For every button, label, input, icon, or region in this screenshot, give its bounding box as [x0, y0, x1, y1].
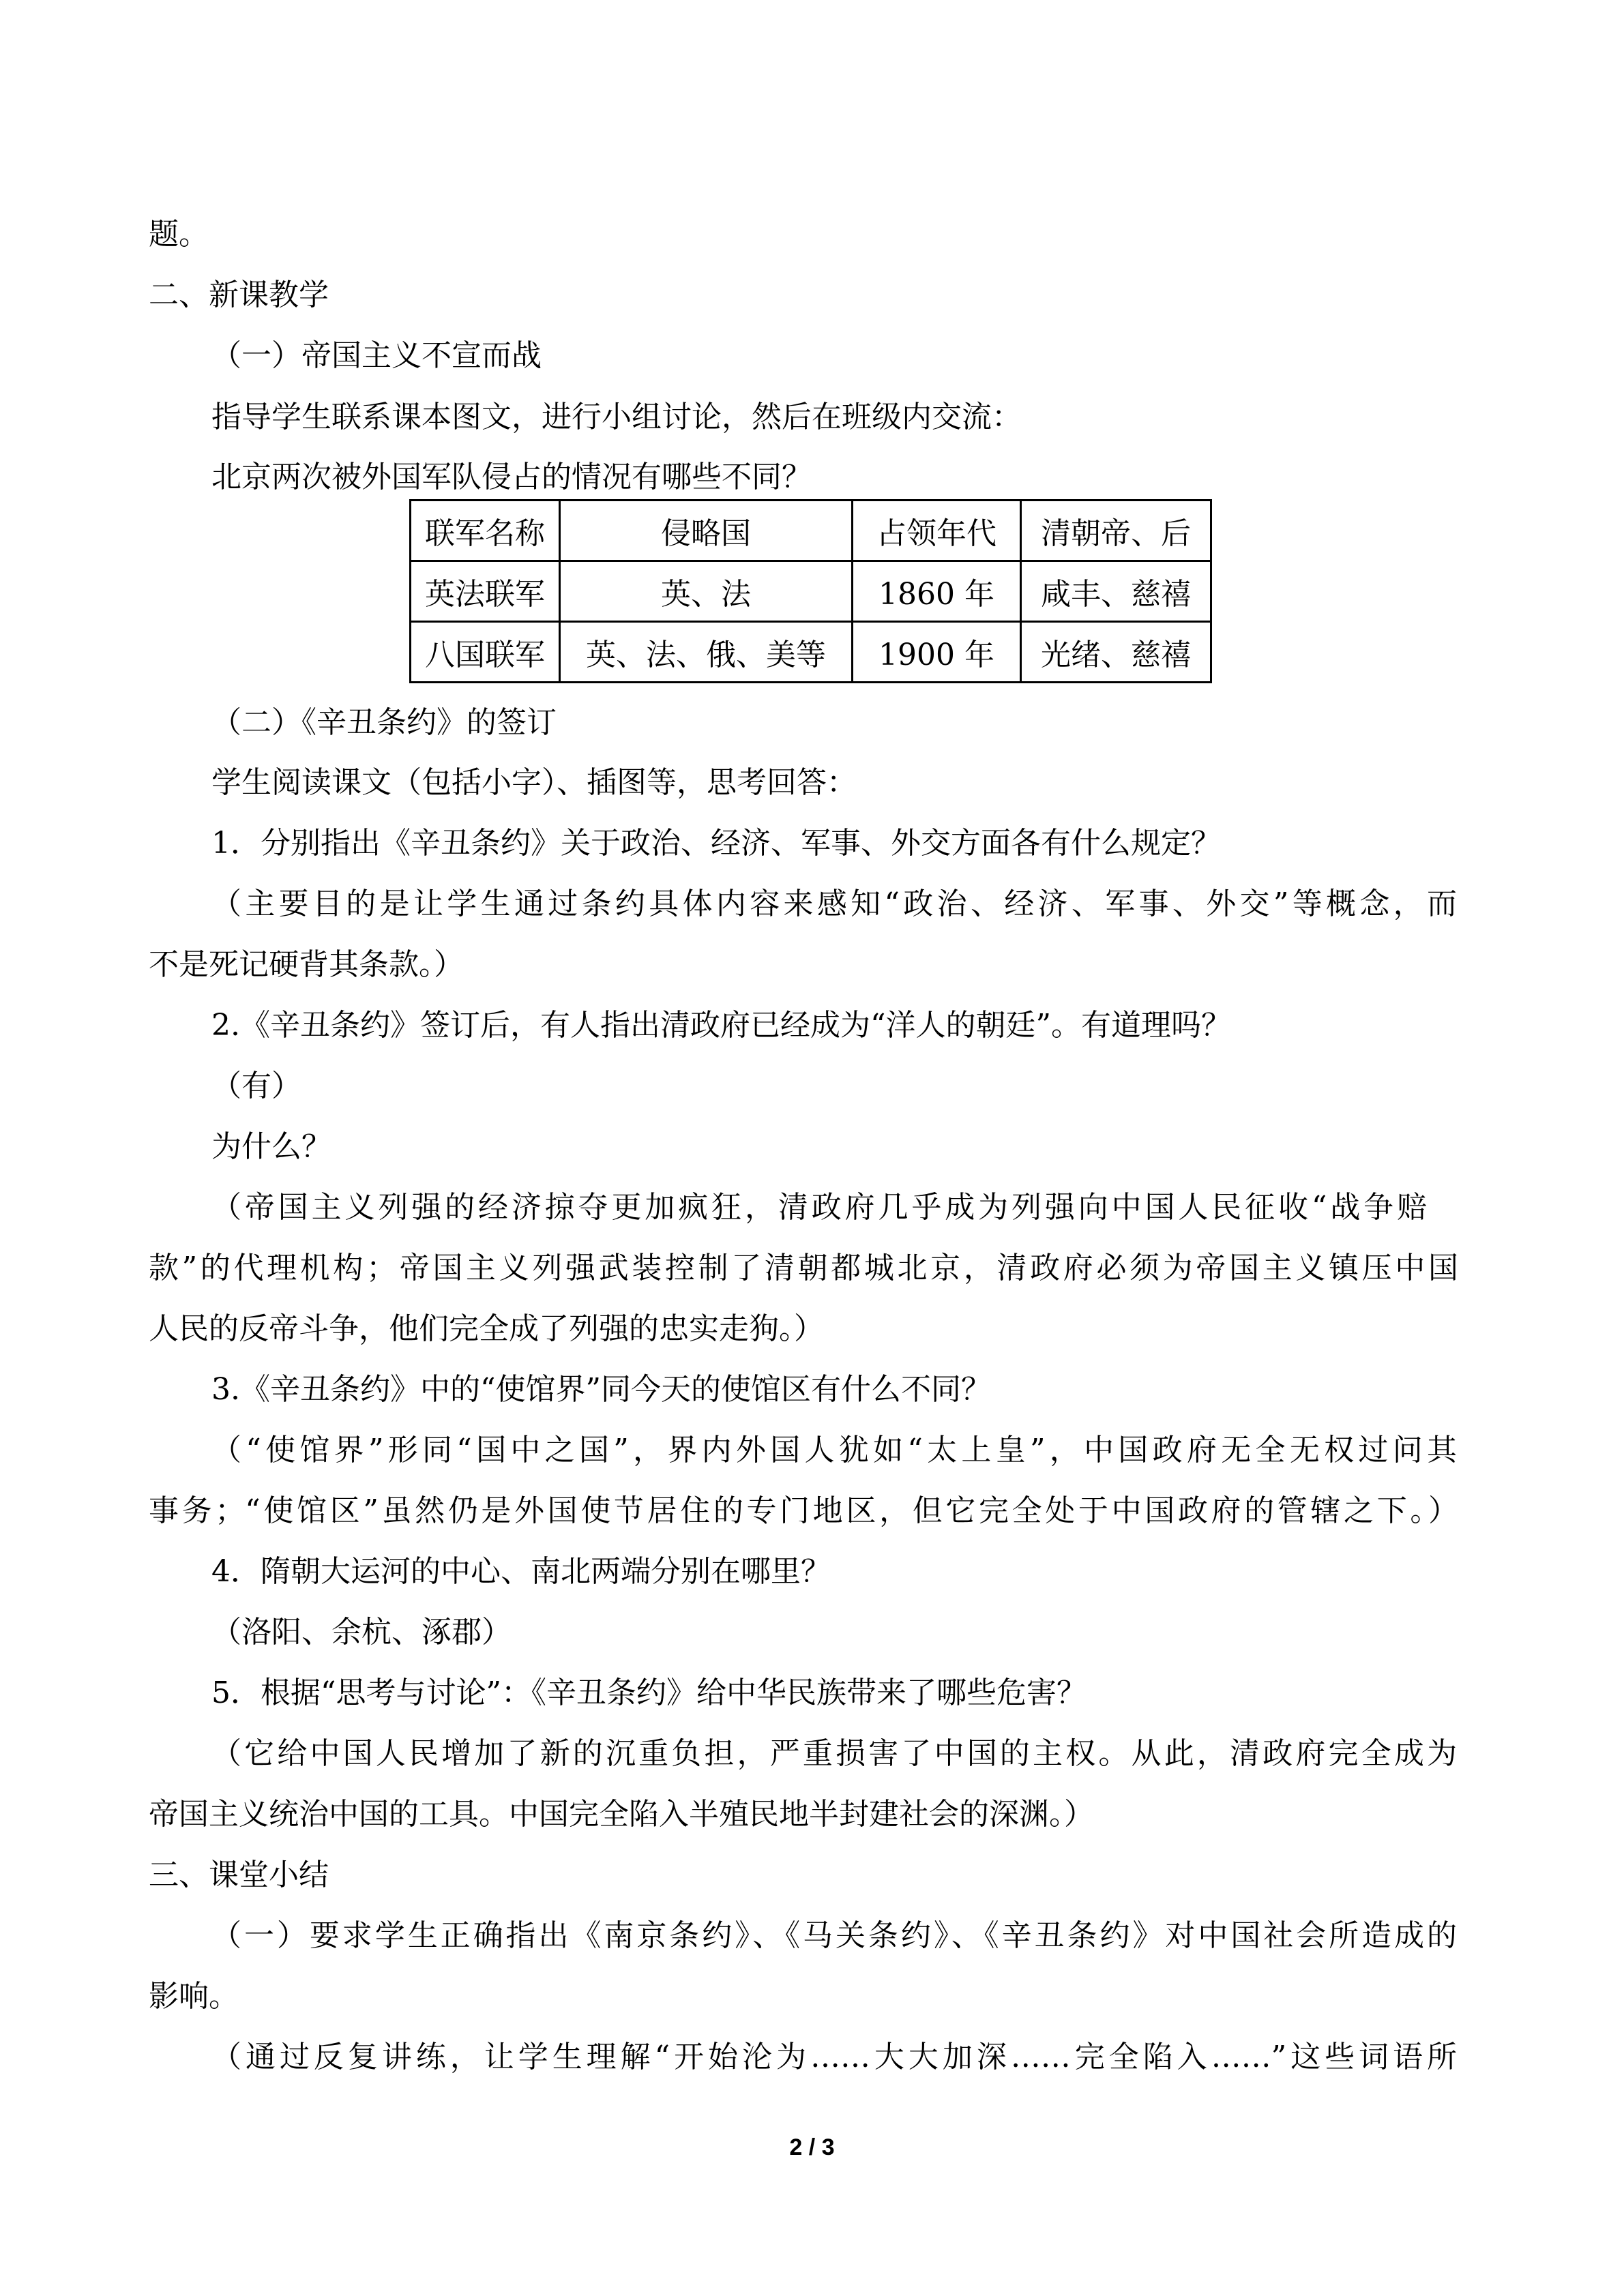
section-heading: 二、新课教学 [149, 278, 329, 312]
answer-line: （主要目的是让学生通过条约具体内容来感知“政治、经济、军事、外交”等概念，而 [211, 886, 1457, 921]
text-line: 学生阅读课文（包括小字）、插图等，思考回答： [211, 765, 857, 800]
answer-line: 帝国主义统治中国的工具。中国完全陷入半殖民地半封建社会的深渊。） [149, 1797, 1094, 1832]
answer-line: （它给中国人民增加了新的沉重负担，严重损害了中国的主权。从此，清政府完全成为 [211, 1736, 1457, 1771]
question-line: 1．分别指出《辛丑条约》关于政治、经济、军事、外交方面各有什么规定？ [211, 826, 1221, 861]
question-line: 4．隋朝大运河的中心、南北两端分别在哪里？ [211, 1554, 831, 1589]
subsection-heading: （二）《辛丑条约》的签订 [211, 705, 557, 740]
text-line: （通过反复讲练，让学生理解“开始沦为……大大加深……完全陷入……”这些词语所 [211, 2040, 1457, 2074]
section-heading: 三、课堂小结 [149, 1858, 329, 1892]
text-line: （一）要求学生正确指出《南京条约》、《马关条约》、《辛丑条约》对中国社会所造成的 [211, 1918, 1457, 1953]
answer-line: 款”的代理机构；帝国主义列强武装控制了清朝都城北京，清政府必须为帝国主义镇压中国 [149, 1251, 1458, 1285]
answer-line: 事务；“使馆区”虽然仍是外国使节居住的专门地区，但它完全处于中国政府的管辖之下。） [149, 1493, 1458, 1528]
table-cell: 1860 年 [853, 561, 1021, 622]
question-line: 为什么？ [211, 1129, 331, 1164]
table-cell: 咸丰、慈禧 [1021, 561, 1211, 622]
answer-line: （“使馆界”形同“国中之国”，界内外国人犹如“太上皇”，中国政府无全无权过问其 [211, 1433, 1457, 1467]
text-line: 指导学生联系课本图文，进行小组讨论，然后在班级内交流： [211, 400, 1022, 434]
comparison-table [409, 499, 1212, 683]
table-header-cell: 联军名称 [411, 501, 560, 561]
table-cell: 1900 年 [853, 622, 1021, 683]
answer-line: 不是死记硬背其条款。） [149, 947, 464, 982]
table-header-cell: 侵略国 [560, 501, 853, 561]
question-line: 5．根据“思考与讨论”：《辛丑条约》给中华民族带来了哪些危害？ [211, 1675, 1087, 1710]
table-header-cell: 占领年代 [853, 501, 1021, 561]
table-row [411, 561, 1211, 622]
subsection-heading: （一）帝国主义不宣而战 [211, 338, 542, 373]
table-cell: 光绪、慈禧 [1021, 622, 1211, 683]
table-cell: 英、法 [560, 561, 853, 622]
page-number: 2 / 3 [789, 2134, 835, 2160]
table-cell: 英、法、俄、美等 [560, 622, 853, 683]
table-header-row [411, 501, 1211, 561]
table-cell: 英法联军 [411, 561, 560, 622]
answer-line: （帝国主义列强的经济掠夺更加疯狂，清政府几乎成为列强向中国人民征收“战争赔 [211, 1190, 1427, 1225]
table-row [411, 622, 1211, 683]
text-line: 北京两次被外国军队侵占的情况有哪些不同？ [211, 460, 812, 494]
question-line: 2.《辛丑条约》签订后，有人指出清政府已经成为“洋人的朝廷”。有道理吗？ [211, 1008, 1231, 1043]
table-header-cell: 清朝帝、后 [1021, 501, 1211, 561]
text-line: 题。 [149, 217, 209, 252]
table-cell: 八国联军 [411, 622, 560, 683]
answer-line: （有） [211, 1069, 301, 1103]
answer-line: （洛阳、余杭、涿郡） [211, 1615, 512, 1650]
answer-line: 人民的反帝斗争，他们完全成了列强的忠实走狗。） [149, 1311, 824, 1346]
question-line: 3.《辛丑条约》中的“使馆界”同今天的使馆区有什么不同？ [211, 1372, 991, 1407]
text-line: 影响。 [149, 1979, 239, 2014]
